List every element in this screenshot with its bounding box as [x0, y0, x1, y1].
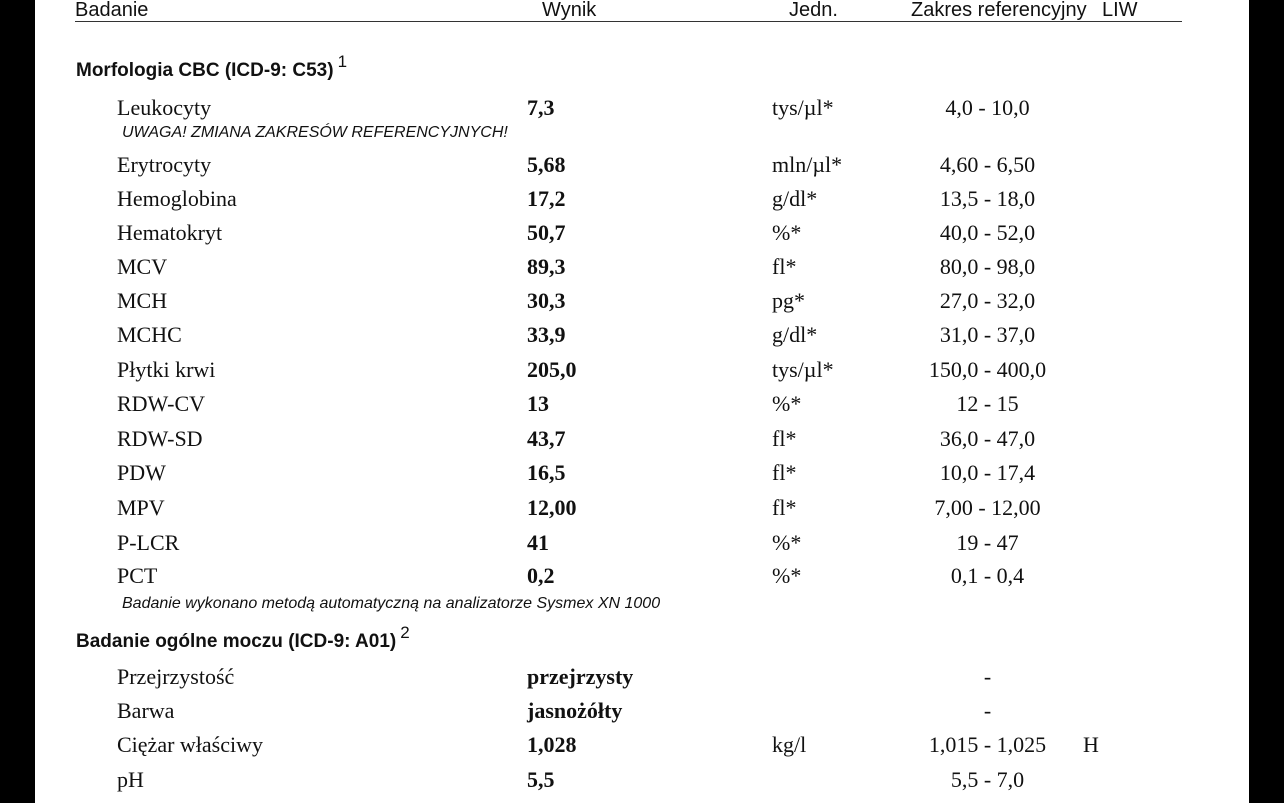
- result-row: [35, 528, 1249, 558]
- result-row: [35, 218, 1249, 248]
- test-reference: 27,0 - 32,0: [939, 288, 1036, 313]
- test-reference: 10,0 - 17,4: [939, 460, 1036, 485]
- test-value: 41: [527, 530, 549, 555]
- test-name: Leukocyty: [117, 95, 212, 120]
- test-unit: tys/µl*: [772, 357, 834, 382]
- test-unit: g/dl*: [772, 322, 818, 347]
- test-value: 13: [527, 391, 549, 416]
- result-row: [35, 286, 1249, 316]
- test-value: 89,3: [527, 254, 566, 279]
- header-divider: [75, 21, 1182, 22]
- result-row: [35, 730, 1249, 760]
- section-title-text: Badanie ogólne moczu (ICD-9: A01): [76, 631, 397, 652]
- test-value: 17,2: [527, 186, 566, 211]
- result-row: [35, 458, 1249, 488]
- result-row: [35, 252, 1249, 282]
- test-reference: 7,00 - 12,00: [934, 495, 1041, 520]
- test-name: Ciężar właściwy: [117, 732, 263, 757]
- test-unit: %*: [772, 530, 802, 555]
- test-name: Płytki krwi: [117, 357, 216, 382]
- test-reference: 4,60 - 6,50: [939, 152, 1036, 177]
- test-name: RDW-SD: [117, 426, 203, 451]
- test-unit: mln/µl*: [772, 152, 843, 177]
- test-value: 33,9: [527, 322, 566, 347]
- section-title-urinalysis: [76, 621, 410, 654]
- test-value: 205,0: [527, 357, 577, 382]
- test-name: MCHC: [117, 322, 182, 347]
- result-row: [35, 662, 1249, 692]
- test-reference: 36,0 - 47,0: [939, 426, 1036, 451]
- reference-change-notice: UWAGA! ZMIANA ZAKRESÓW REFERENCYJNYCH!: [122, 124, 508, 141]
- result-row: [35, 561, 1249, 591]
- test-value: 7,3: [527, 95, 555, 120]
- test-value: 30,3: [527, 288, 566, 313]
- result-row: [35, 355, 1249, 385]
- header-result: Wynik: [542, 0, 597, 21]
- test-unit: %*: [772, 220, 802, 245]
- test-unit: pg*: [772, 288, 805, 313]
- test-reference: 80,0 - 98,0: [939, 254, 1036, 279]
- test-unit: %*: [772, 563, 802, 588]
- test-reference: 19 - 47: [956, 530, 1019, 555]
- test-value: 5,5: [527, 767, 555, 792]
- method-note: Badanie wykonano metodą automatyczną na analizatorze Sysmex XN 1000: [122, 595, 661, 612]
- test-value: 12,00: [527, 495, 577, 520]
- test-value: 43,7: [527, 426, 566, 451]
- test-name: PDW: [117, 460, 166, 485]
- test-name: Barwa: [117, 698, 175, 723]
- result-row: [35, 765, 1249, 795]
- test-reference: 150,0 - 400,0: [928, 357, 1047, 382]
- footnote-marker: 2: [400, 623, 410, 642]
- test-reference: 31,0 - 37,0: [939, 322, 1036, 347]
- header-test: Badanie: [75, 0, 149, 21]
- test-name: Hemoglobina: [117, 186, 237, 211]
- test-value: jasnożółty: [527, 698, 623, 723]
- test-unit: fl*: [772, 254, 797, 279]
- test-name: P-LCR: [117, 530, 180, 555]
- test-unit: tys/µl*: [772, 95, 834, 120]
- test-value: 5,68: [527, 152, 566, 177]
- result-row: [35, 424, 1249, 454]
- header-liw: LIW: [1102, 0, 1138, 21]
- test-unit: g/dl*: [772, 186, 818, 211]
- test-name: Hematokryt: [117, 220, 223, 245]
- header-unit: Jedn.: [789, 0, 838, 21]
- result-row: [35, 389, 1249, 419]
- test-unit: %*: [772, 391, 802, 416]
- result-row: [35, 696, 1249, 726]
- test-name: RDW-CV: [117, 391, 205, 416]
- test-unit: kg/l: [772, 732, 807, 757]
- test-name: pH: [117, 767, 144, 792]
- footnote-marker: 1: [337, 52, 348, 71]
- test-unit: fl*: [772, 460, 797, 485]
- result-row: [35, 184, 1249, 214]
- test-name: Przejrzystość: [117, 664, 235, 689]
- test-name: MPV: [117, 495, 165, 520]
- test-value: 0,2: [527, 563, 555, 588]
- test-value: przejrzysty: [527, 664, 634, 689]
- test-reference: -: [983, 664, 992, 689]
- test-reference: -: [983, 698, 992, 723]
- result-row: [35, 150, 1249, 180]
- test-reference: 1,015 - 1,025: [928, 732, 1047, 757]
- test-reference: 5,5 - 7,0: [950, 767, 1025, 792]
- test-reference: 0,1 - 0,4: [950, 563, 1025, 588]
- test-reference: 4,0 - 10,0: [945, 95, 1030, 120]
- test-flag-high: H: [1083, 732, 1099, 757]
- test-name: PCT: [117, 563, 158, 588]
- test-name: Erytrocyty: [117, 152, 212, 177]
- result-row: [35, 93, 1249, 123]
- lab-report-page: [35, 0, 1249, 803]
- test-reference: 40,0 - 52,0: [939, 220, 1036, 245]
- test-unit: fl*: [772, 426, 797, 451]
- test-reference: 13,5 - 18,0: [939, 186, 1036, 211]
- test-value: 1,028: [527, 732, 577, 757]
- section-title-text: Morfologia CBC (ICD-9: C53): [76, 60, 334, 81]
- header-reference-range: Zakres referencyjny: [911, 0, 1087, 21]
- test-value: 16,5: [527, 460, 566, 485]
- section-title-cbc: [76, 50, 347, 83]
- test-name: MCV: [117, 254, 168, 279]
- test-value: 50,7: [527, 220, 566, 245]
- result-row: [35, 493, 1249, 523]
- test-name: MCH: [117, 288, 168, 313]
- result-row: [35, 320, 1249, 350]
- test-reference: 12 - 15: [956, 391, 1019, 416]
- test-unit: fl*: [772, 495, 797, 520]
